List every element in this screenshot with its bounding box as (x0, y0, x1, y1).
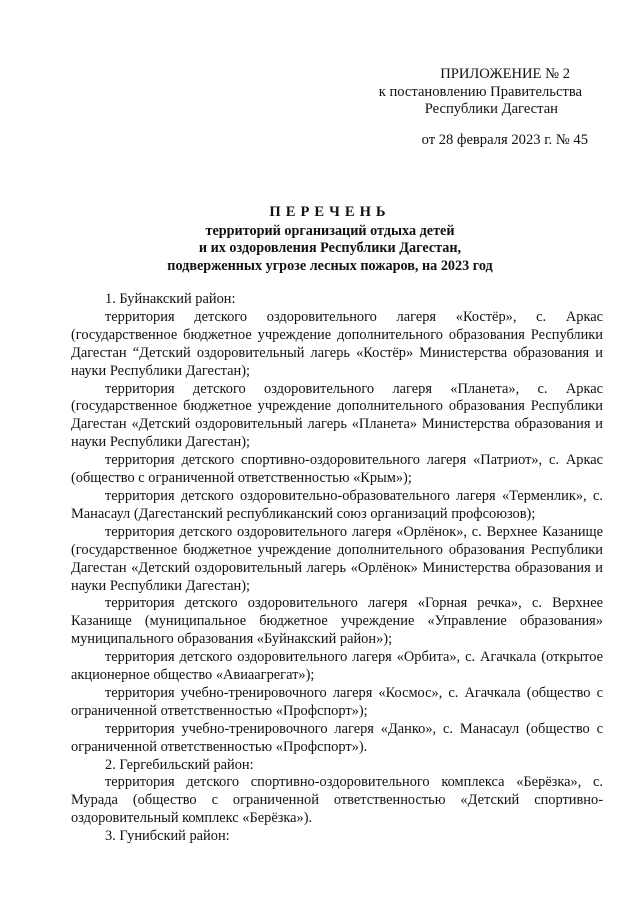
title-line: и их оздоровления Республики Дагестан, (198, 240, 462, 256)
title-heading: ПЕРЕЧЕНЬ (269, 204, 391, 220)
list-item: территория детского оздоровительного лагеря «Горная речка», с. Верхнее Казанище (муниципальное бюджетное учреждение «Управление образования» муниципального образования «Буйнакский район»); (71, 595, 603, 648)
appendix-date-number: от 28 февраля 2023 г. № 45 (421, 131, 588, 148)
list-item: территория детского оздоровительного лагеря «Планета», с. Аркас (государственное бюджетное учреждение дополнительного образования Республики Дагестан «Детский оздоровительный лагерь «Планета» Министерства образования и науки Республики Дагестан); (71, 380, 603, 451)
section-heading: 2. Гергебильский район: (105, 756, 254, 773)
list-item: территория детского оздоровительно-образовательного лагеря «Терменлик», с. Манасаул (Дагестанский республиканский союз организаций профсоюзов); (71, 487, 603, 522)
section-heading: 1. Буйнакский район: (105, 291, 236, 307)
appendix-label: ПРИЛОЖЕНИЕ № 2 (440, 66, 570, 82)
list-item: территория учебно-тренировочного лагеря «Космос», с. Агачкала (общество с ограниченной ответственностью «Профспорт»); (71, 684, 603, 719)
list-item: территория учебно-тренировочного лагеря «Данко», с. Манасаул (общество с ограниченной ответственностью «Профспорт»). (71, 720, 603, 755)
list-item: территория детского оздоровительного лагеря «Орбита», с. Агачкала (открытое акционерное общество «Авиаагрегат»); (71, 649, 603, 684)
list-item: территория детского оздоровительного лагеря «Костёр», с. Аркас (государственное бюджетное учреждение дополнительного образования Республики Дагестан “Детский оздоровительный лагерь «Костёр» Министерства образования и науки Республики Дагестан); (71, 308, 603, 379)
appendix-authority: Республики Дагестан (424, 101, 558, 117)
appendix-header (360, 66, 610, 149)
list-item: территория детского спортивно-оздоровительного лагеря «Патриот», с. Аркас (общество с ограниченной ответственностью «Крым»); (71, 452, 603, 487)
title-line: подверженных угрозе лесных пожаров, на 2023 год (167, 257, 493, 274)
title-line: территорий организаций отдыха детей (205, 222, 455, 239)
document-body (71, 291, 603, 846)
appendix-reference: к постановлению Правительства (378, 83, 582, 100)
document-title (60, 204, 600, 275)
list-item: территория детского оздоровительного лагеря «Орлёнок», с. Верхнее Казанище (государственное бюджетное учреждение дополнительного образования Республики Дагестан «Детский оздоровительный лагерь «Орлёнок» Министерства образования и науки Республики Дагестан); (71, 523, 603, 594)
section-heading: 3. Гунибский район: (105, 828, 230, 845)
list-item: территория детского спортивно-оздоровительного комплекса «Берёзка», с. Мурада (общество с ограниченной ответственностью «Детский спортивно-оздоровительный комплекс «Берёзка»). (71, 774, 603, 827)
